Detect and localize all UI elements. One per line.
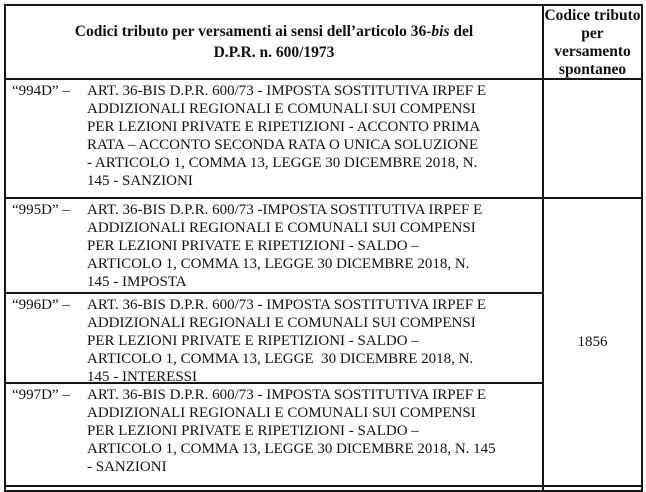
tax-code-997d-description — [87, 386, 538, 476]
description-line: ADDIZIONALI REGIONALI E COMUNALI SUI COMPENSI — [87, 315, 476, 331]
description-line: - ARTICOLO 1, COMMA 13, LEGGE 30 DICEMBRE 2018, N. — [87, 155, 478, 171]
tax-code-997d: “997D” – — [12, 387, 70, 403]
description-line: PER LEZIONI PRIVATE E RIPETIZIONI - ACCONTO PRIMA — [87, 119, 481, 135]
tax-code-996d: “996D” – — [12, 297, 70, 313]
table-row-994d — [6, 80, 544, 199]
table-row-996d — [6, 294, 544, 384]
header-text-line2: D.P.R. n. 600/1973 — [213, 44, 335, 61]
tax-code-994d-description — [87, 82, 538, 190]
codice-versamento-value: 1856 — [577, 333, 608, 350]
description-line: PER LEZIONI PRIVATE E RIPETIZIONI - SALDO – — [87, 333, 419, 349]
description-line: PER LEZIONI PRIVATE E RIPETIZIONI - SALDO – — [87, 423, 419, 439]
tax-code-995d: “995D” – — [12, 202, 70, 218]
description-line: ART. 36-BIS D.P.R. 600/73 - IMPOSTA SOSTITUTIVA IRPEF E — [87, 387, 487, 403]
description-line: - SANZIONI — [87, 459, 167, 475]
header-text-italic: bis — [431, 23, 450, 40]
header-text-pre: Codici tributo per versamenti ai sensi dell’articolo 36- — [74, 23, 432, 40]
tax-code-994d: “994D” – — [12, 83, 70, 99]
right-cell-empty-994d — [544, 80, 641, 199]
right-cell-codice-1856 — [544, 199, 641, 487]
table-row-997d — [6, 384, 544, 487]
description-line: ART. 36-BIS D.P.R. 600/73 - IMPOSTA SOSTITUTIVA IRPEF E — [87, 83, 487, 99]
description-line: PER LEZIONI PRIVATE E RIPETIZIONI - SALDO – — [87, 238, 419, 254]
description-line: ART. 36-BIS D.P.R. 600/73 - IMPOSTA SOSTITUTIVA IRPEF E — [87, 297, 487, 313]
description-line: ARTICOLO 1, COMMA 13, LEGGE 30 DICEMBRE 2018, N. 145 — [87, 441, 496, 457]
description-line: ARTICOLO 1, COMMA 13, LEGGE 30 DICEMBRE 2018, N. — [87, 256, 470, 272]
table-header-codice-tributo-text: Codice tributo per versamento spontaneo — [544, 7, 641, 78]
header-text-post: del — [449, 23, 474, 40]
description-line: ARTICOLO 1, COMMA 13, LEGGE 30 DICEMBRE 2018, N. — [87, 351, 474, 367]
table-header-description-text — [16, 21, 532, 63]
tax-codes-table — [4, 4, 643, 492]
table-row-partial — [6, 487, 544, 490]
description-line: ADDIZIONALI REGIONALI E COMUNALI SUI COMPENSI — [87, 405, 476, 421]
table-row-995d — [6, 199, 544, 294]
tax-code-996d-description — [87, 296, 538, 386]
description-line: 145 - SANZIONI — [87, 173, 193, 189]
description-line: RATA – ACCONTO SECONDA RATA O UNICA SOLUZIONE — [87, 137, 479, 153]
table-header-codice-tributo — [544, 6, 641, 80]
description-line: 145 - INTERESSI — [87, 369, 197, 385]
description-line: ART. 36-BIS D.P.R. 600/73 -IMPOSTA SOSTITUTIVA IRPEF E — [87, 202, 483, 218]
right-cell-partial — [544, 487, 641, 490]
tax-code-995d-description — [87, 201, 538, 291]
description-line: 145 - IMPOSTA — [87, 274, 187, 290]
description-line: ADDIZIONALI REGIONALI E COMUNALI SUI COMPENSI — [87, 220, 476, 236]
table-header-description — [6, 6, 544, 80]
description-line: ADDIZIONALI REGIONALI E COMUNALI SUI COMPENSI — [87, 101, 476, 117]
